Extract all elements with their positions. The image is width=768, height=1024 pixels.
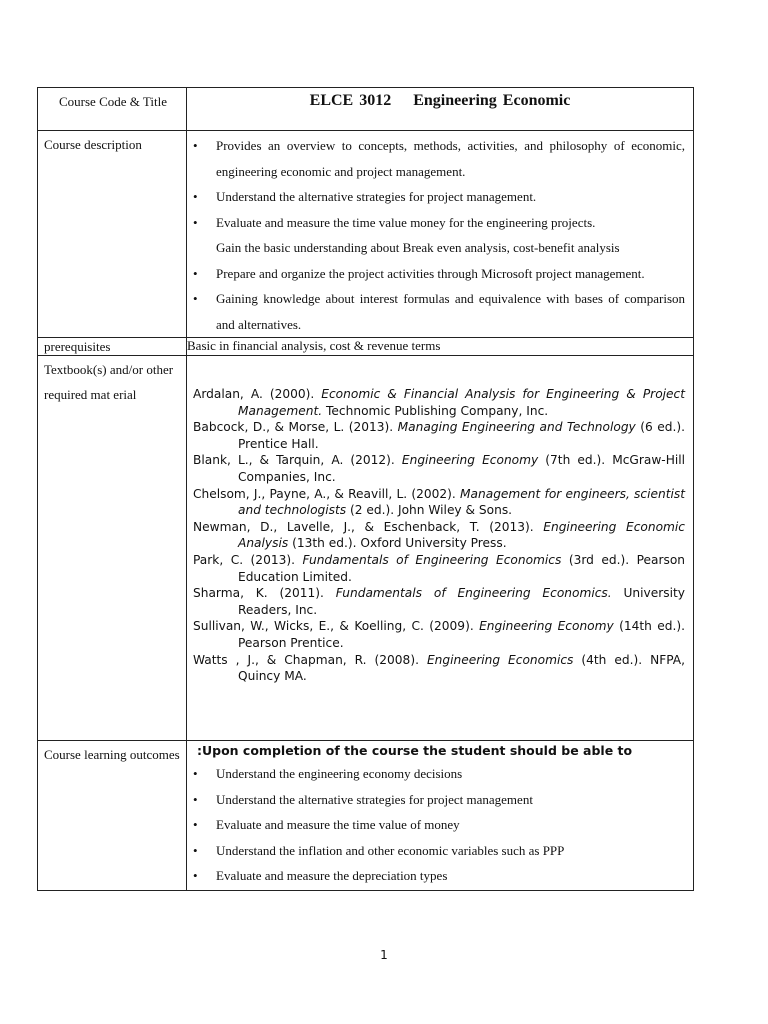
textbooks-cell — [187, 356, 694, 741]
reference-entry — [193, 452, 685, 485]
page-number: 1 — [380, 948, 388, 962]
reference-title: Managing Engineering and Technology — [397, 420, 636, 435]
reference-title: Engineering Economy — [479, 619, 614, 634]
reference-authors: Babcock, D., & Morse, L. (2013). — [193, 420, 394, 435]
course-title-cell — [187, 88, 694, 131]
reference-authors: Park, C. (2013). — [193, 552, 295, 567]
learning-outcomes-row — [38, 741, 694, 891]
course-spec-table — [37, 87, 694, 891]
learning-outcome-item: • Evaluate and measure the depreciation types — [193, 863, 685, 889]
learning-outcome-item: • Understand the inflation and other economic variables such as PPP — [193, 838, 685, 864]
learning-outcome-item: • Understand the alternative strategies for project management — [193, 787, 685, 813]
reference-authors: Sharma, K. (2011). — [193, 586, 324, 601]
reference-publisher: (6 ed.). Prentice Hall. — [238, 420, 685, 451]
reference-title: Engineering Economics — [426, 652, 574, 667]
reference-title: Fundamentals of Engineering Economics — [302, 552, 562, 567]
reference-entry — [193, 419, 685, 452]
reference-entry — [193, 652, 685, 685]
course-description-label: Course description — [38, 131, 187, 338]
reference-authors: Sullivan, W., Wicks, E., & Koelling, C. (2009). — [193, 619, 474, 634]
reference-title: Engineering Economy — [401, 453, 539, 468]
reference-entry — [193, 552, 685, 585]
learning-outcomes-list — [187, 759, 693, 889]
textbooks-row — [38, 356, 694, 741]
reference-title: Management for engineers, scientist and technologists — [238, 486, 686, 518]
reference-authors: Blank, L., & Tarquin, A. (2012). — [193, 453, 395, 468]
course-description-cell — [187, 131, 694, 338]
learning-outcome-item: • Evaluate and measure the time value of money — [193, 812, 685, 838]
learning-outcome-item: • Understand the engineering economy decisions — [193, 761, 685, 787]
reference-publisher: (3rd ed.). Pearson Education Limited. — [238, 552, 686, 584]
description-item: Gain the basic understanding about Break even analysis, cost-benefit analysis — [216, 240, 620, 255]
course-title — [187, 88, 693, 112]
prerequisites-text: Basic in financial analysis, cost & revenue terms — [187, 338, 694, 356]
reference-entry — [193, 386, 685, 419]
reference-publisher: (13th ed.). Oxford University Press. — [292, 536, 507, 551]
course-title-row — [38, 88, 694, 131]
learning-outcomes-cell — [187, 741, 694, 891]
reference-publisher: University Readers, Inc. — [238, 586, 685, 617]
reference-entry — [193, 585, 685, 618]
course-code: ELCE 3012 — [309, 92, 392, 109]
reference-publisher: Technomic Publishing Company, Inc. — [326, 403, 549, 418]
course-code-title-label: Course Code & Title — [38, 88, 187, 131]
reference-authors: Watts , J., & Chapman, R. (2008). — [193, 652, 419, 667]
reference-publisher: (7th ed.). McGraw-Hill Companies, Inc. — [238, 453, 686, 484]
prerequisites-row — [38, 338, 694, 356]
reference-title: Economic & Financial Analysis for Engineering & Project Management. — [238, 387, 686, 418]
description-item: • Gaining knowledge about interest formulas and equivalence with bases of comparison and alternatives. — [193, 286, 685, 337]
course-description-list — [187, 131, 693, 337]
course-description-row — [38, 131, 694, 338]
reference-publisher: (4th ed.). NFPA, Quincy MA. — [238, 652, 686, 684]
reference-list — [187, 356, 693, 685]
reference-publisher: (2 ed.). John Wiley & Sons. — [350, 503, 513, 518]
reference-authors: Ardalan, A. (2000). — [193, 387, 315, 401]
reference-entry — [193, 519, 685, 552]
reference-entry — [193, 486, 685, 519]
description-item: • Understand the alternative strategies for project management. — [193, 184, 685, 210]
course-name: Engineering Economic — [413, 92, 571, 109]
description-item: • Evaluate and measure the time value money for the engineering projects. — [193, 210, 685, 236]
reference-authors: Newman, D., Lavelle, J., & Eschenback, T. (2013). — [193, 519, 534, 534]
learning-outcomes-heading: :Upon completion of the course the student should be able to — [197, 743, 633, 758]
reference-title: Fundamentals of Engineering Economics. — [335, 586, 612, 601]
reference-publisher: (14th ed.). Pearson Prentice. — [238, 619, 686, 650]
reference-entry — [193, 618, 685, 651]
reference-title: Engineering Economic Analysis — [238, 519, 685, 551]
learning-outcomes-label: Course learning outcomes — [38, 741, 187, 891]
description-item: • Provides an overview to concepts, methods, activities, and philosophy of economic, engineering economic and project management. — [193, 133, 685, 184]
reference-authors: Chelsom, J., Payne, A., & Reavill, L. (2002). — [193, 486, 456, 501]
prerequisites-label: prerequisites — [38, 338, 187, 356]
textbooks-label: Textbook(s) and/or other required mat erial — [38, 356, 187, 741]
description-item: • Prepare and organize the project activities through Microsoft project management. — [193, 261, 685, 287]
